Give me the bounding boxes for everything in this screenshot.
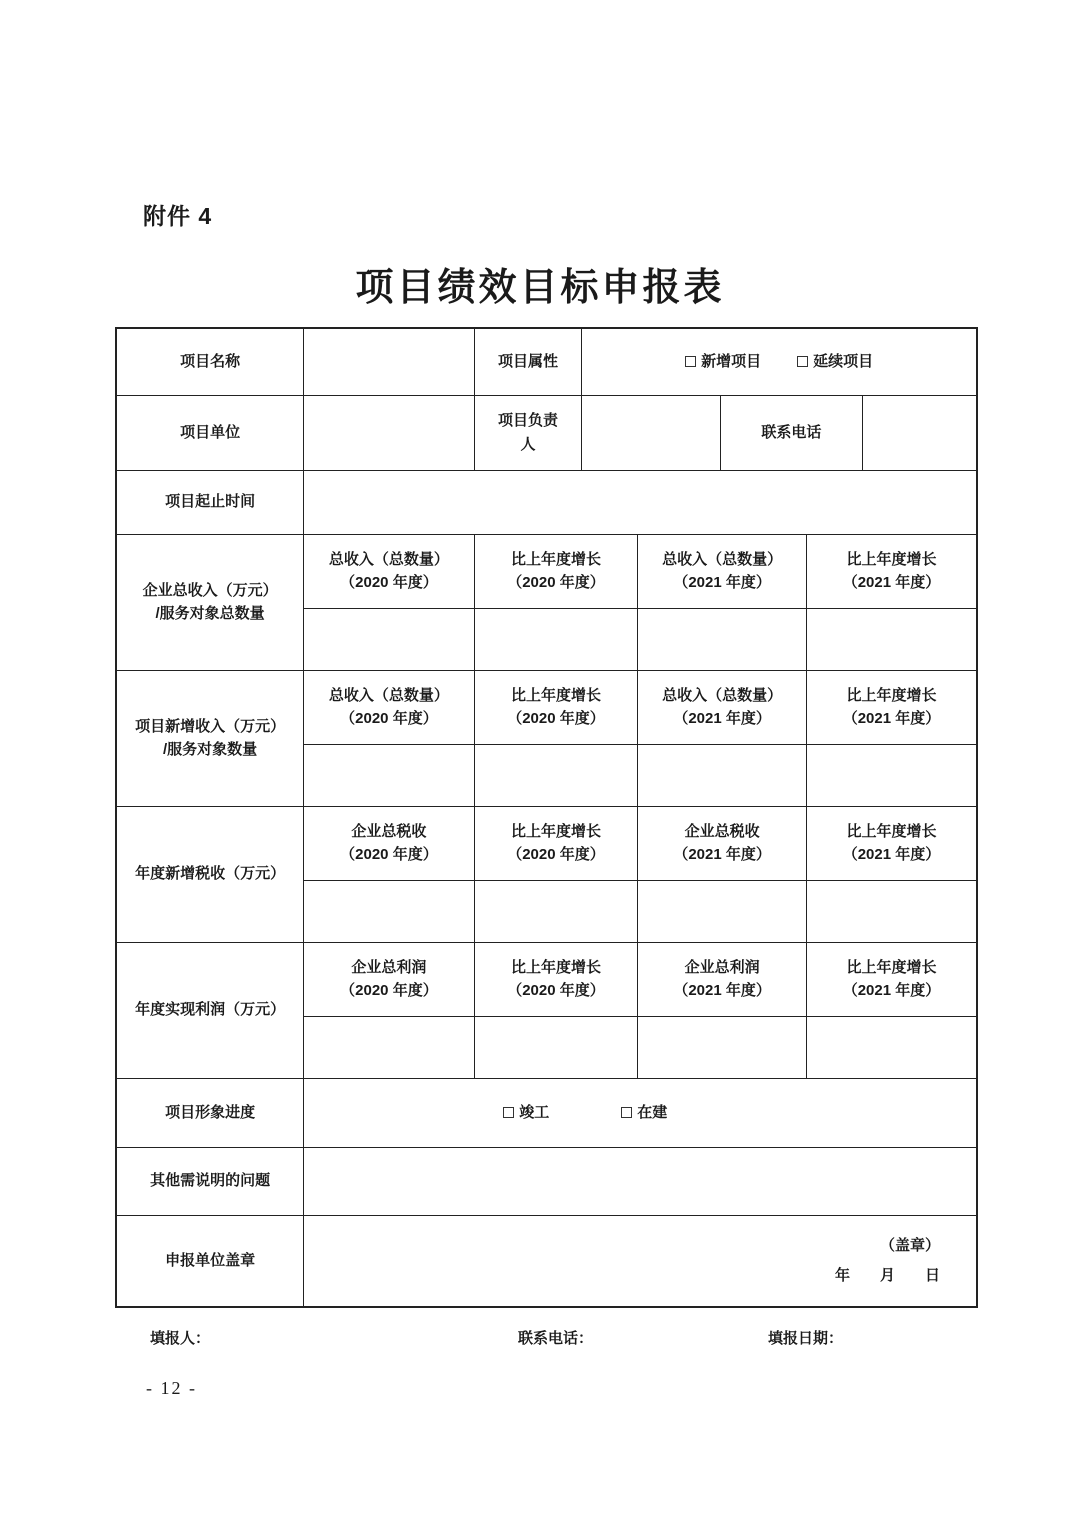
section-2-col-2-header: 比上年度增长 （2020 年度）	[474, 670, 638, 744]
section-1-col-1-input[interactable]	[304, 608, 474, 670]
project-unit-input[interactable]	[304, 395, 474, 470]
project-leader-input[interactable]	[582, 395, 721, 470]
page-number: - 12 -	[146, 1378, 197, 1398]
section-2-label: 项目新增收入（万元） /服务对象数量	[116, 670, 304, 806]
footer-phone-label: 联系电话：	[518, 1330, 594, 1347]
section-4-col-3-input[interactable]	[638, 1016, 807, 1078]
section-3-label: 年度新增税收（万元）	[116, 806, 304, 942]
section-4-label: 年度实现利润（万元）	[116, 942, 304, 1078]
seal-date: 年 月 日	[834, 1266, 940, 1284]
section-1-col-3-header: 总收入（总数量） （2021 年度）	[638, 534, 807, 608]
section-3-col-2-input[interactable]	[474, 880, 638, 942]
project-name-input[interactable]	[304, 328, 474, 395]
section-3-col-4-input[interactable]	[806, 880, 977, 942]
project-name-label: 项目名称	[116, 328, 304, 395]
section-1-col-2-header: 比上年度增长 （2020 年度）	[474, 534, 638, 608]
section-4-col-2-header: 比上年度增长 （2020 年度）	[474, 942, 638, 1016]
checkbox-label: 延续项目	[813, 353, 874, 371]
project-leader-label: 项目负责人	[474, 395, 582, 470]
checkbox-label: 新增项目	[701, 353, 762, 371]
checkbox-icon[interactable]	[503, 1107, 514, 1118]
section-1-col-2-input[interactable]	[474, 608, 638, 670]
section-4-col-1-input[interactable]	[304, 1016, 474, 1078]
section-4-col-2-input[interactable]	[474, 1016, 638, 1078]
progress-label: 项目形象进度	[116, 1078, 304, 1147]
section-1-col-3-input[interactable]	[638, 608, 807, 670]
page-title: 项目绩效目标申报表	[355, 267, 725, 309]
section-4-col-1-header: 企业总利润 （2020 年度）	[304, 942, 474, 1016]
checkbox-new-project[interactable]	[685, 350, 761, 373]
checkbox-label: 在建	[637, 1103, 668, 1121]
checkbox-icon[interactable]	[797, 356, 808, 367]
section-2-col-1-input[interactable]	[304, 744, 474, 806]
section-3-col-4-header: 比上年度增长 （2021 年度）	[806, 806, 977, 880]
section-2-col-3-header: 总收入（总数量） （2021 年度）	[638, 670, 807, 744]
section-2-col-4-header: 比上年度增长 （2021 年度）	[806, 670, 977, 744]
seal-label: 申报单位盖章	[116, 1215, 304, 1307]
seal-area	[304, 1215, 977, 1307]
section-3-col-1-input[interactable]	[304, 880, 474, 942]
attachment-label: 附件 4	[143, 203, 213, 229]
progress-options	[304, 1078, 977, 1147]
project-unit-label: 项目单位	[116, 395, 304, 470]
filler-label: 填报人：	[150, 1330, 211, 1347]
section-4-col-4-input[interactable]	[806, 1016, 977, 1078]
other-issues-input[interactable]	[304, 1147, 977, 1215]
section-1-col-4-header: 比上年度增长 （2021 年度）	[806, 534, 977, 608]
checkbox-label: 竣工	[519, 1103, 550, 1121]
section-2-col-2-input[interactable]	[474, 744, 638, 806]
application-form-table	[115, 327, 978, 1308]
checkbox-continued-project[interactable]	[797, 350, 873, 373]
section-2-col-3-input[interactable]	[638, 744, 807, 806]
footer-date-label: 填报日期：	[768, 1330, 844, 1347]
checkbox-completed[interactable]	[503, 1101, 549, 1124]
section-3-col-3-input[interactable]	[638, 880, 807, 942]
other-issues-label: 其他需说明的问题	[116, 1147, 304, 1215]
checkbox-icon[interactable]	[621, 1107, 632, 1118]
section-1-col-4-input[interactable]	[806, 608, 977, 670]
project-attribute-options	[582, 328, 977, 395]
section-1-col-1-header: 总收入（总数量） （2020 年度）	[304, 534, 474, 608]
seal-text: （盖章）	[879, 1236, 940, 1254]
checkbox-under-construction[interactable]	[621, 1101, 667, 1124]
section-3-col-3-header: 企业总税收 （2021 年度）	[638, 806, 807, 880]
contact-phone-input[interactable]	[862, 395, 977, 470]
section-3-col-2-header: 比上年度增长 （2020 年度）	[474, 806, 638, 880]
checkbox-icon[interactable]	[685, 356, 696, 367]
section-4-col-3-header: 企业总利润 （2021 年度）	[638, 942, 807, 1016]
project-period-input[interactable]	[304, 470, 977, 534]
section-2-col-1-header: 总收入（总数量） （2020 年度）	[304, 670, 474, 744]
project-attribute-label: 项目属性	[474, 328, 582, 395]
project-period-label: 项目起止时间	[116, 470, 304, 534]
section-4-col-4-header: 比上年度增长 （2021 年度）	[806, 942, 977, 1016]
contact-phone-label: 联系电话	[720, 395, 862, 470]
section-1-label: 企业总收入（万元） /服务对象总数量	[116, 534, 304, 670]
section-3-col-1-header: 企业总税收 （2020 年度）	[304, 806, 474, 880]
section-2-col-4-input[interactable]	[806, 744, 977, 806]
